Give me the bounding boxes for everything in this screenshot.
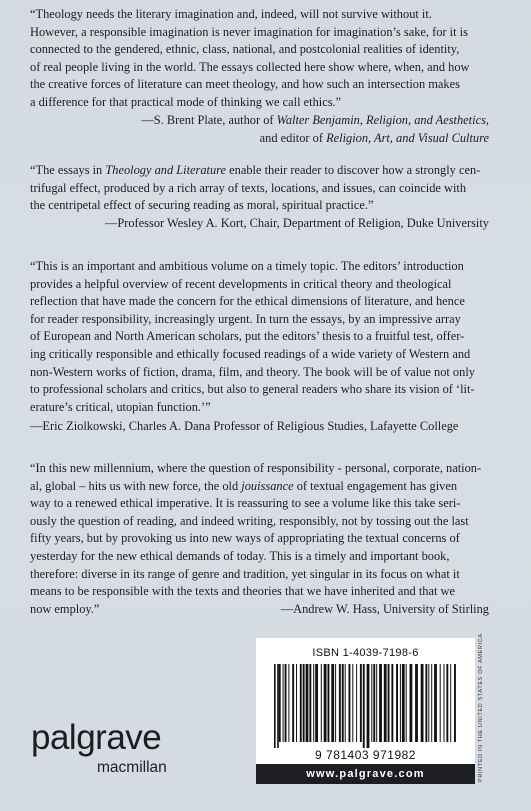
quote-line: for reader responsibility, increasingly urgent. In turn the essays, by an impressive array (30, 311, 461, 326)
quote-line: the creative forces of literature can meet theology, and how such an intersection makes (30, 77, 460, 92)
quote-line: connected to the gendered, ethnic, class, national, and postcolonial realities of identity, (30, 42, 460, 57)
quote-line: fifty years, but by provoking us into new ways of appropriating the textual concerns of (30, 531, 460, 546)
quote-line: “This is an important and ambitious volume on a timely topic. The editors’ introduction (30, 259, 464, 273)
quote-line: means to be responsible with the texts and theories that we have inherited and that we (30, 584, 455, 599)
quote-line: the centripetal effect of securing reading as moral, spiritual practice.” (30, 198, 374, 213)
macmillan-logo: macmillan (97, 759, 167, 776)
isbn-label: ISBN 1-4039-7198-6 (312, 647, 419, 659)
quote-line: therefore: diverse in its range of genre and tradition, yet singular in its focus on what it (30, 566, 460, 581)
quote-line: yesterday for the new ethical demands of today. This is a timely and important book, (30, 548, 450, 563)
quote-line: “In this new millennium, where the question of responsibility - personal, corporate, nation- (30, 461, 482, 475)
barcode-box (256, 638, 475, 784)
attribution-plate-2: and editor of Religion, Art, and Visual Culture (259, 131, 489, 145)
quote-line: “The essays in Theology and Literature enable their reader to discover how a strongly cen- (30, 163, 481, 177)
quote-plate (30, 6, 490, 112)
publisher-url: www.palgrave.com (256, 764, 475, 784)
quote-line: trifugal effect, produced by a rich array of texts, locations, and issues, can coincide with (30, 180, 467, 195)
quote-line: to professional scholars and critics, but also to general readers who share its vision of ‘lit- (30, 382, 475, 397)
palgrave-logo: palgrave (31, 718, 162, 757)
quote-line: ing critically responsible and ethically focused readings of a wide variety of Western and (30, 346, 471, 361)
quote-last-line: now employ.” (30, 602, 100, 616)
attribution-ziolkowski: —Eric Ziolkowski, Charles A. Dana Professor of Religious Studies, Lafayette College (30, 419, 459, 433)
quote-line: way to a renewed ethical imperative. It is reassuring to see a volume like this take seri- (30, 496, 461, 511)
quote-line: ously the question of reading, and indeed writing, responsibly, not by tossing out the last (30, 513, 469, 528)
quote-kort (30, 162, 490, 215)
barcode-digits: 9 781403 971982 (315, 748, 416, 762)
printed-in-usa-note: PRINTED IN THE UNITED STATES OF AMERICA (478, 633, 484, 782)
quote-line: “Theology needs the literary imagination and, indeed, will not survive without it. (30, 7, 432, 21)
quote-line: erature’s critical, utopian function.’” (30, 399, 211, 414)
attribution-plate: —S. Brent Plate, author of Walter Benjamin, Religion, and Aesthetics, (141, 113, 489, 127)
quote-line: of real people living in the world. The essays collected here show where, when, and how (30, 59, 470, 74)
quote-ziolkowski (30, 258, 490, 416)
quote-line: non-Western works of fiction, drama, film, and theory. The book will be of value not only (30, 364, 475, 379)
quote-line: provides a helpful overview of recent developments in critical theory and theological (30, 276, 452, 291)
attribution-hass: —Andrew W. Hass, University of Stirling (280, 602, 489, 616)
quote-line: a difference for that practical mode of thinking we call ethics.” (30, 94, 342, 109)
attribution-kort: —Professor Wesley A. Kort, Chair, Department of Religion, Duke University (104, 216, 489, 230)
quote-line: of European and North American scholars, put the editors’ thesis to a fruitful test, offer- (30, 329, 465, 344)
quote-line: al, global – hits us with new force, the old jouissance of textual engagement has given (30, 478, 458, 493)
quote-hass (30, 460, 490, 601)
quote-line: reflection that have made the concern for the ethical dimensions of literature, and hence (30, 294, 465, 309)
quote-line: However, a responsible imagination is never imagination for imagination’s sake, for it is (30, 24, 468, 39)
barcode-icon (272, 664, 459, 748)
